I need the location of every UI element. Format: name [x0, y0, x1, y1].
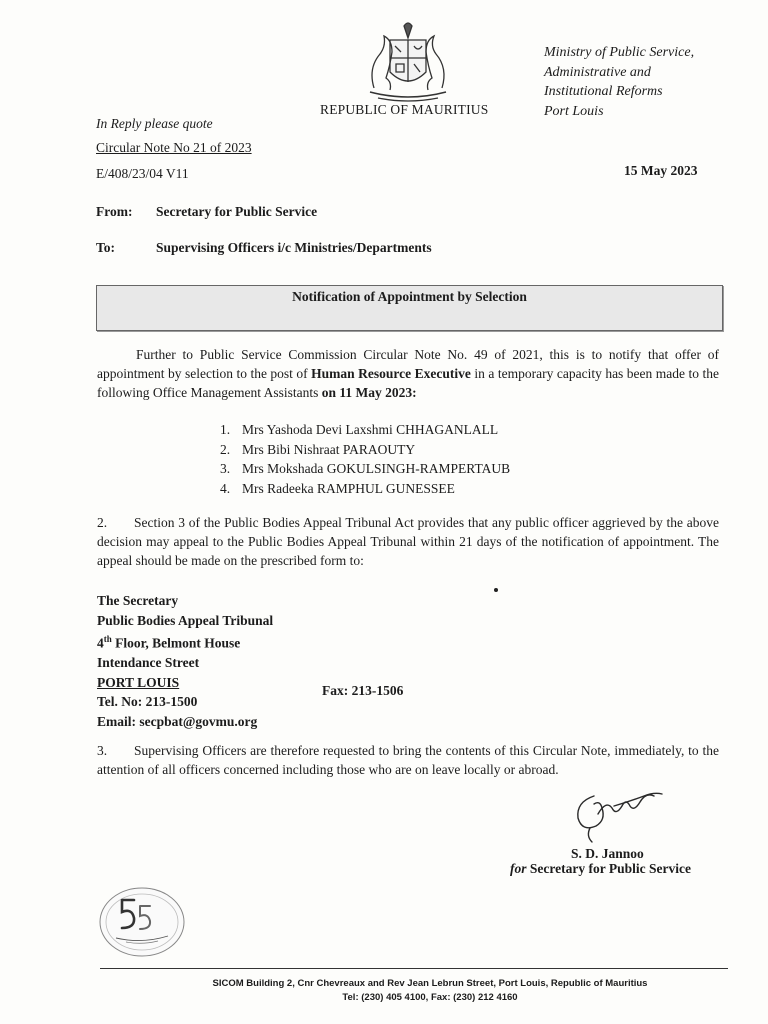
signer-title	[510, 861, 691, 877]
email-address[interactable]: Email: secpbat@govmu.org	[97, 714, 258, 730]
post-title: Human Resource Executive	[311, 366, 471, 381]
appointment-date: on 11 May 2023:	[321, 385, 417, 400]
paragraph-number: 2.	[97, 515, 108, 530]
list-number: 1.	[220, 422, 231, 437]
to-value: Supervising Officers i/c Ministries/Departments	[156, 240, 432, 255]
ministry-line: Administrative and	[544, 64, 651, 80]
ministry-line: Port Louis	[544, 103, 604, 119]
to-line	[96, 240, 432, 256]
to-label: To:	[96, 240, 116, 255]
officer-name: Mrs Radeeka RAMPHUL GUNESSEE	[242, 480, 455, 496]
paragraph-1-text: Further to Public Service Commission Circular Note No. 49 of 2021, this is to notify that offer of appointment by selection to the post of	[97, 347, 719, 381]
republic-heading: REPUBLIC OF MAURITIUS	[320, 102, 489, 117]
anniversary-logo-icon	[96, 880, 188, 960]
letter-date: 15 May 2023	[624, 163, 698, 178]
address-line	[97, 630, 273, 653]
paragraph-number: 3.	[97, 743, 108, 758]
officer-name: Mrs Mokshada GOKULSINGH-RAMPERTAUB	[242, 461, 511, 476]
reply-note: In Reply please quote	[96, 116, 213, 131]
footer-divider	[100, 968, 728, 969]
circular-number: Circular Note No 21 of 2023	[96, 140, 252, 155]
paragraph-1-text-2: in a temporary capacity has been made to the following Office Management Assistants	[97, 366, 719, 400]
coat-of-arms-icon	[360, 18, 456, 104]
paragraph-1	[97, 345, 719, 402]
list-item	[220, 420, 510, 440]
list-number: 2.	[220, 441, 231, 457]
from-label: From:	[96, 204, 133, 219]
tel-number: Tel. No: 213-1500	[97, 694, 198, 710]
list-item	[220, 459, 510, 479]
ink-dot	[494, 588, 498, 592]
ministry-line: Institutional Reforms	[544, 84, 663, 99]
paragraph-2	[97, 513, 719, 570]
floor-suffix: th	[103, 634, 112, 645]
footer-contact: Tel: (230) 405 4100, Fax: (230) 212 4160	[342, 992, 518, 1003]
paragraph-3	[97, 741, 719, 779]
footer-address: SICOM Building 2, Cnr Chevreaux and Rev Jean Lebrun Street, Port Louis, Republic of Mauritius	[212, 978, 648, 989]
officer-name: Mrs Bibi Nishraat PARAOUTY	[242, 441, 416, 457]
signer-name: S. D. Jannoo	[571, 846, 644, 861]
signer-role: Secretary for Public Service	[526, 861, 691, 876]
officer-name: Mrs Yashoda Devi Laxshmi CHHAGANLALL	[242, 422, 499, 437]
ministry-line: Ministry of Public Service,	[544, 45, 695, 60]
tribunal-address	[97, 591, 273, 732]
list-item	[220, 479, 510, 499]
paragraph-2-text: Section 3 of the Public Bodies Appeal Tribunal Act provides that any public officer aggrieved by the above decision may appeal to the Public Bodies Appeal Tribunal within 21 days of the notification of appointment. The appeal should be made on the prescribed form to:	[97, 515, 719, 568]
list-number: 4.	[220, 480, 231, 496]
subject-title: Notification of Appointment by Selection	[292, 289, 527, 304]
from-line	[96, 204, 317, 220]
address-line: Public Bodies Appeal Tribunal	[97, 612, 274, 628]
file-reference: E/408/23/04 V11	[96, 166, 189, 181]
floor-text: Floor, Belmont House	[111, 635, 241, 651]
list-item	[220, 440, 510, 460]
fax-number: Fax: 213-1506	[322, 683, 404, 698]
address-city: PORT LOUIS	[97, 674, 180, 690]
address-line: The Secretary	[97, 593, 179, 608]
ministry-address	[544, 43, 694, 121]
officer-list	[220, 420, 510, 498]
address-line: Intendance Street	[97, 655, 200, 671]
from-value: Secretary for Public Service	[156, 204, 318, 219]
list-number: 3.	[220, 461, 231, 476]
floor-number: 4	[97, 635, 104, 651]
paragraph-3-text: Supervising Officers are therefore requested to bring the contents of this Circular Note, immediately, to the attention of all officers concerned including those who are on leave locally or abroad.	[97, 743, 719, 777]
for-word: for	[510, 861, 527, 876]
signature-icon	[564, 784, 668, 844]
